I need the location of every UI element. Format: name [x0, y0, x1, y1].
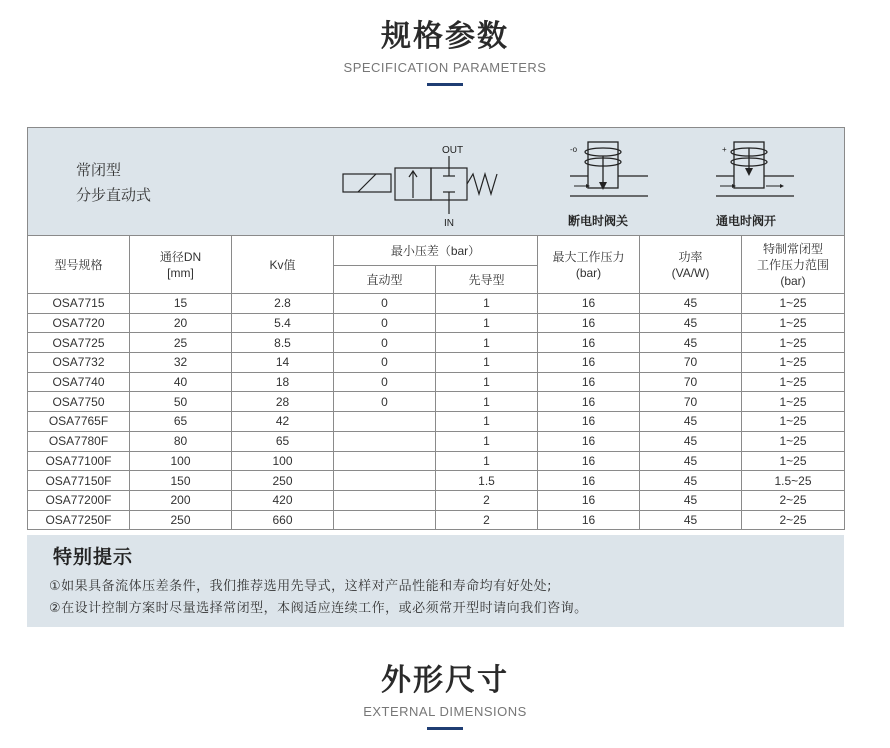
- table-cell: OSA7765F: [28, 412, 130, 432]
- valve-type-line2: 分步直动式: [76, 187, 152, 204]
- table-cell: 16: [538, 333, 640, 353]
- table-cell: 18: [232, 372, 334, 392]
- col-power-line1: 功率: [678, 249, 703, 264]
- table-cell: 16: [538, 294, 640, 314]
- col-special-line3: (bar): [780, 273, 806, 288]
- table-row: [28, 333, 845, 353]
- table-row: [28, 392, 845, 412]
- table-cell: OSA77250F: [28, 510, 130, 530]
- table-body: [28, 294, 845, 530]
- table-cell: OSA7725: [28, 333, 130, 353]
- col-kv: Kv值: [232, 236, 334, 294]
- col-special-line1: 特制常闭型: [762, 241, 823, 256]
- table-cell: 1: [436, 372, 538, 392]
- table-cell: 45: [640, 490, 742, 510]
- col-dn-line1: 通径DN: [159, 249, 202, 264]
- table-cell: 45: [640, 333, 742, 353]
- table-row: [28, 313, 845, 333]
- table-cell: 200: [130, 490, 232, 510]
- table-cell: 15: [130, 294, 232, 314]
- table-cell: 5.4: [232, 313, 334, 333]
- table-cell: 0: [334, 353, 436, 373]
- table-row: [28, 490, 845, 510]
- table-cell: 25: [130, 333, 232, 353]
- table-row: [28, 451, 845, 471]
- table-cell: 100: [130, 451, 232, 471]
- col-power: [640, 236, 742, 294]
- table-row: [28, 510, 845, 530]
- caption-valve-open: 通电时阀开: [716, 214, 777, 228]
- table-cell: 50: [130, 392, 232, 412]
- notice-line-1: ①如果具备流体压差条件，我们推荐选用先导式，这样对产品性能和寿命均有好处处;: [49, 579, 553, 594]
- dimensions-title-cn: 外形尺寸: [381, 663, 509, 698]
- table-row: [28, 294, 845, 314]
- title-accent-bar-2: [427, 727, 463, 730]
- table-cell: 32: [130, 353, 232, 373]
- port-in-label: IN: [444, 218, 454, 229]
- table-cell: 660: [232, 510, 334, 530]
- table-cell: [334, 490, 436, 510]
- table-cell: 16: [538, 412, 640, 432]
- port-out-label: OUT: [442, 145, 464, 156]
- table-cell: 16: [538, 313, 640, 333]
- table-cell: 1~25: [742, 451, 845, 471]
- table-cell: 20: [130, 313, 232, 333]
- table-cell: 65: [130, 412, 232, 432]
- table-cell: 1~25: [742, 313, 845, 333]
- table-cell: 1.5: [436, 471, 538, 491]
- table-cell: 14: [232, 353, 334, 373]
- table-cell: 0: [334, 392, 436, 412]
- col-model: 型号规格: [28, 236, 130, 294]
- table-cell: 1: [436, 412, 538, 432]
- table-cell: 1~25: [742, 392, 845, 412]
- table-cell: 1~25: [742, 294, 845, 314]
- table-row: [28, 471, 845, 491]
- notice-line-2: ②在设计控制方案时尽量选择常闭型，本阀适应连续工作，或必须常开型时请向我们咨询。: [49, 601, 588, 616]
- table-cell: 16: [538, 353, 640, 373]
- table-cell: 70: [640, 372, 742, 392]
- table-cell: 16: [538, 510, 640, 530]
- table-cell: 100: [232, 451, 334, 471]
- dimensions-section-header: [0, 664, 890, 730]
- table-cell: OSA7740: [28, 372, 130, 392]
- table-cell: OSA7715: [28, 294, 130, 314]
- table-cell: 2: [436, 510, 538, 530]
- table-cell: 16: [538, 431, 640, 451]
- table-cell: 1: [436, 392, 538, 412]
- table-cell: 1: [436, 431, 538, 451]
- table-cell: 0: [334, 372, 436, 392]
- table-cell: [334, 510, 436, 530]
- table-cell: 16: [538, 490, 640, 510]
- table-cell: OSA77100F: [28, 451, 130, 471]
- table-cell: 70: [640, 353, 742, 373]
- table-cell: 1~25: [742, 333, 845, 353]
- col-min-pressure: 最小压差（bar）: [334, 236, 538, 266]
- table-cell: 2: [436, 490, 538, 510]
- table-cell: OSA7720: [28, 313, 130, 333]
- table-cell: 1~25: [742, 372, 845, 392]
- col-power-line2: (VA/W): [671, 265, 710, 280]
- table-cell: 1~25: [742, 353, 845, 373]
- table-cell: OSA7732: [28, 353, 130, 373]
- notice-panel: [27, 535, 844, 627]
- valve-symbol-icon: [338, 140, 528, 230]
- table-cell: OSA77150F: [28, 471, 130, 491]
- table-cell: 2~25: [742, 510, 845, 530]
- table-cell: 28: [232, 392, 334, 412]
- table-cell: 45: [640, 451, 742, 471]
- table-cell: 2.8: [232, 294, 334, 314]
- spec-table: [27, 127, 845, 530]
- table-cell: 42: [232, 412, 334, 432]
- col-special-line2: 工作压力范围: [756, 257, 829, 272]
- table-cell: 16: [538, 372, 640, 392]
- table-cell: OSA7750: [28, 392, 130, 412]
- table-cell: 1.5~25: [742, 471, 845, 491]
- col-special-range: [742, 236, 845, 294]
- table-row: [28, 412, 845, 432]
- table-cell: [334, 471, 436, 491]
- valve-closed-icon: [566, 136, 656, 208]
- col-max-pressure: [538, 236, 640, 294]
- table-cell: 1: [436, 294, 538, 314]
- col-direct: 直动型: [334, 266, 436, 294]
- valve-type-label: [76, 158, 151, 208]
- table-cell: 1: [436, 451, 538, 471]
- title-accent-bar: [427, 83, 463, 86]
- table-cell: 0: [334, 333, 436, 353]
- table-cell: 1~25: [742, 412, 845, 432]
- table-cell: 65: [232, 431, 334, 451]
- col-dn: [130, 236, 232, 294]
- table-cell: 150: [130, 471, 232, 491]
- table-cell: 1: [436, 333, 538, 353]
- table-cell: 420: [232, 490, 334, 510]
- dimensions-title-en: EXTERNAL DIMENSIONS: [363, 704, 527, 719]
- col-dn-line2: [mm]: [167, 265, 194, 280]
- table-row: [28, 431, 845, 451]
- table-cell: 250: [130, 510, 232, 530]
- table-cell: 16: [538, 392, 640, 412]
- table-cell: 1~25: [742, 431, 845, 451]
- table-cell: 45: [640, 471, 742, 491]
- svg-text:-o: -o: [570, 145, 578, 154]
- table-row: [28, 353, 845, 373]
- table-cell: 80: [130, 431, 232, 451]
- table-cell: OSA77200F: [28, 490, 130, 510]
- col-max-pressure-line1: 最大工作压力: [552, 249, 625, 264]
- table-cell: 45: [640, 313, 742, 333]
- caption-valve-closed: 断电时阀关: [568, 214, 629, 228]
- table-cell: 40: [130, 372, 232, 392]
- table-cell: 2~25: [742, 490, 845, 510]
- table-cell: 45: [640, 294, 742, 314]
- table-cell: 0: [334, 294, 436, 314]
- table-cell: 45: [640, 510, 742, 530]
- table-cell: [334, 412, 436, 432]
- diagram-panel: [28, 128, 845, 236]
- table-cell: 70: [640, 392, 742, 412]
- table-cell: OSA7780F: [28, 431, 130, 451]
- svg-text:+: +: [722, 145, 727, 154]
- table-cell: 45: [640, 431, 742, 451]
- col-max-pressure-line2: (bar): [575, 265, 602, 280]
- spec-title-en: SPECIFICATION PARAMETERS: [343, 60, 547, 75]
- table-cell: 0: [334, 313, 436, 333]
- table-cell: 16: [538, 471, 640, 491]
- table-cell: 1: [436, 313, 538, 333]
- table-cell: 8.5: [232, 333, 334, 353]
- table-cell: [334, 431, 436, 451]
- spec-title-cn: 规格参数: [381, 19, 509, 54]
- table-cell: 16: [538, 451, 640, 471]
- table-cell: [334, 451, 436, 471]
- table-row: [28, 372, 845, 392]
- col-pilot: 先导型: [436, 266, 538, 294]
- valve-open-icon: [712, 136, 802, 208]
- spec-section-header: [0, 20, 890, 86]
- valve-type-line1: 常闭型: [76, 162, 122, 179]
- table-cell: 250: [232, 471, 334, 491]
- diagram-row: [28, 128, 845, 236]
- table-header-row-1: [28, 236, 845, 266]
- table-cell: 1: [436, 353, 538, 373]
- notice-title: 特别提示: [53, 546, 134, 568]
- table-cell: 45: [640, 412, 742, 432]
